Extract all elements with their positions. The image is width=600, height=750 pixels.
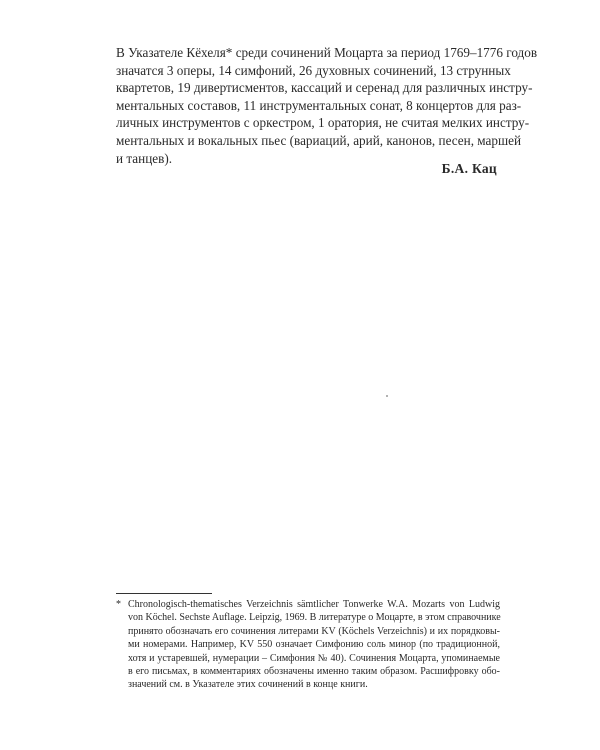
footnote-mark: * — [116, 599, 121, 610]
footnote-line-text: Chronologisch-thematisches Verzeichnis sämtlicher Tonwerke W.A. Mozarts von Ludwig — [128, 599, 500, 610]
paragraph-line: квартетов, 19 дивертисментов, кассаций и серенад для различных инстру- — [116, 80, 533, 96]
footnote-line: von Köchel. Sechste Auflage. Leipzig, 1969. В литературе о Моцарте, в этом справочнике — [128, 612, 501, 624]
footnote-line: значений см. в Указателе этих сочинений в конце книги. — [128, 679, 368, 691]
paragraph-line: значатся 3 оперы, 14 симфоний, 26 духовных сочинений, 13 струнных — [116, 62, 511, 78]
footnote-line: ми номерами. Например, KV 550 означает Симфонию соль минор (по традиционной, — [128, 639, 500, 651]
footnote-divider — [116, 593, 212, 594]
author-signature: Б.А. Кац — [441, 161, 497, 176]
footnote — [116, 598, 500, 692]
paragraph-line: личных инструментов с оркестром, 1 оратория, не считая мелких инстру- — [116, 115, 530, 131]
paragraph-line: В Указателе Кёхеля* среди сочинений Моцарта за период 1769–1776 годов — [116, 45, 538, 60]
footnote-line — [116, 598, 500, 611]
main-paragraph — [116, 44, 538, 167]
paragraph-line: ментальных составов, 11 инструментальных сонат, 8 концертов для раз- — [116, 97, 522, 113]
paragraph-line: ментальных и вокальных пьес (вариаций, арий, канонов, песен, маршей — [116, 132, 522, 148]
speck — [386, 395, 388, 397]
paragraph-line: и танцев). — [116, 150, 173, 166]
footnote-line: принято обозначать его сочинения литерами KV (Köchels Verzeichnis) и их порядковы- — [128, 625, 500, 637]
footnote-line: хотя и устаревшей, нумерации – Симфония № 40). Сочинения Моцарта, упоминаемые — [128, 652, 500, 664]
footnote-line: в его письмах, в комментариях обозначены именно таким образом. Расшифровку обо- — [128, 666, 500, 678]
